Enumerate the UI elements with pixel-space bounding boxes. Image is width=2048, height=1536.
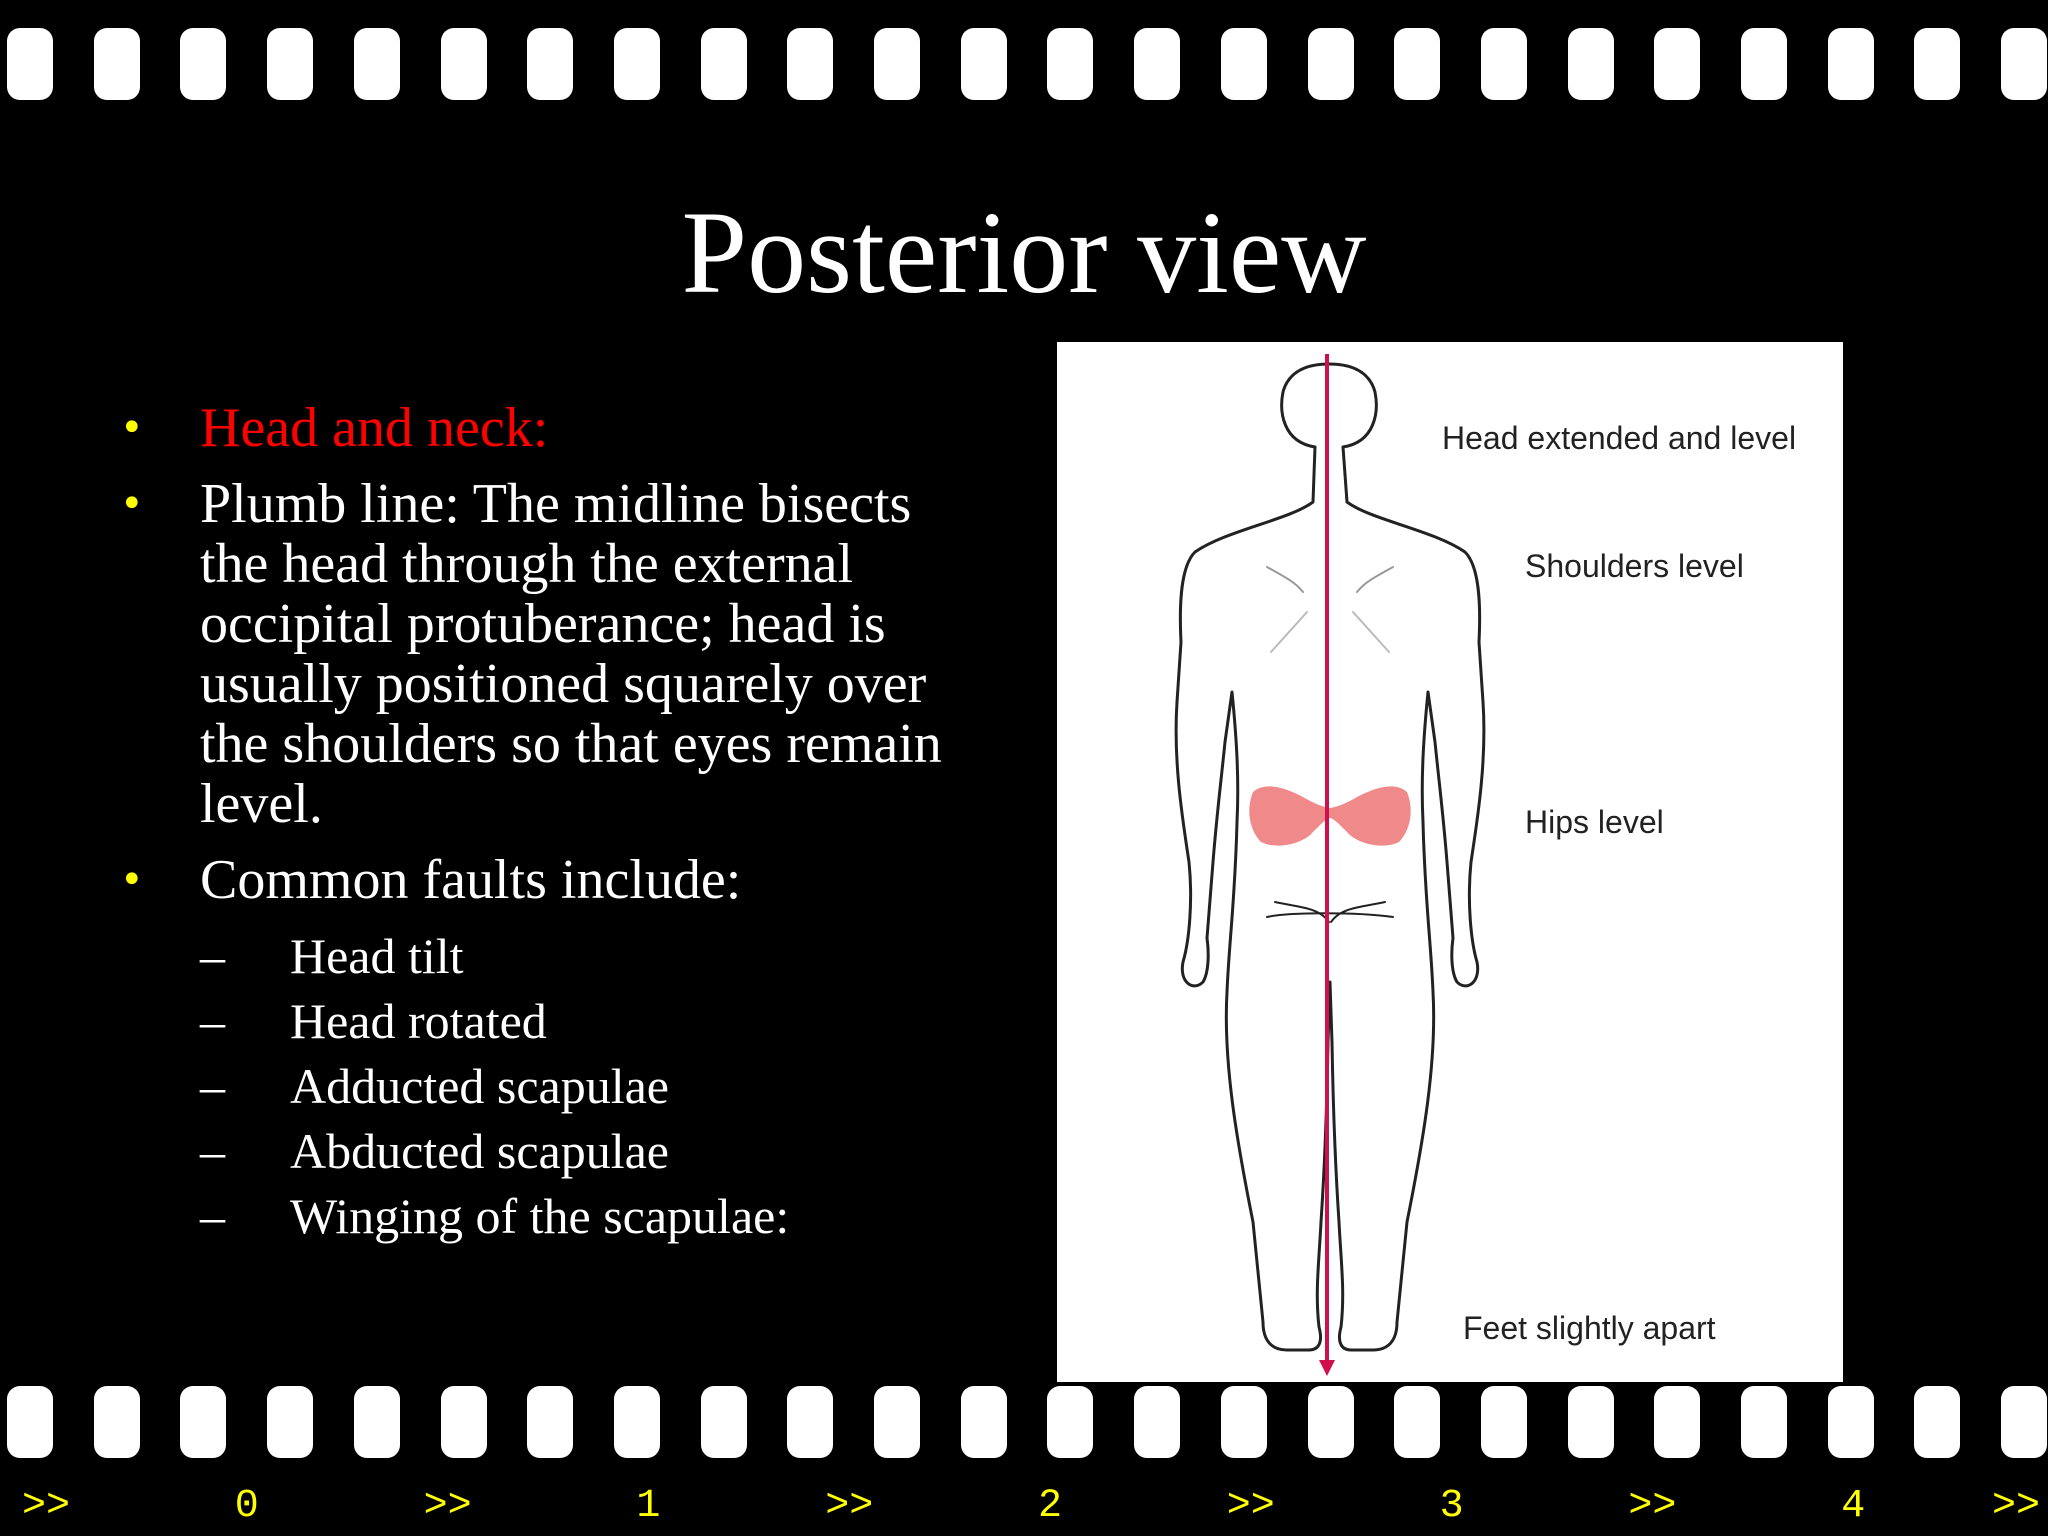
sprocket-hole	[1654, 28, 1700, 100]
sprocket-hole	[1308, 1386, 1354, 1458]
bullet-head-and-neck	[120, 398, 980, 458]
sprocket-hole	[1828, 1386, 1874, 1458]
footer-mark: >>	[1992, 1484, 2041, 1529]
sprocket-hole	[1568, 28, 1614, 100]
sprocket-hole	[354, 1386, 400, 1458]
body-outline-illustration	[1057, 342, 1843, 1382]
sprocket-hole	[1914, 1386, 1960, 1458]
bullet-dot: •	[120, 857, 144, 903]
hips-highlight	[1249, 786, 1410, 845]
sprocket-hole	[1134, 28, 1180, 100]
sprocket-hole	[1741, 28, 1787, 100]
sprocket-hole	[701, 28, 747, 100]
sprocket-hole	[701, 1386, 747, 1458]
sprocket-hole	[267, 28, 313, 100]
sprocket-hole	[614, 28, 660, 100]
sprocket-hole	[7, 1386, 53, 1458]
sprocket-hole	[7, 28, 53, 100]
label-shoulders: Shoulders level	[1525, 548, 1744, 584]
sprocket-hole	[874, 28, 920, 100]
fault-item: – Winging of the scapulae:	[200, 1184, 980, 1249]
posture-figure	[1057, 342, 1843, 1382]
fault-item: – Adducted scapulae	[200, 1054, 980, 1119]
sprocket-hole	[527, 1386, 573, 1458]
footer-mark: 2	[1038, 1484, 1063, 1529]
bullet-common-faults	[120, 850, 980, 1249]
sprocket-hole	[1481, 1386, 1527, 1458]
bullet-dot: •	[120, 481, 144, 527]
sprocket-hole	[1047, 28, 1093, 100]
sprocket-hole	[1654, 1386, 1700, 1458]
sprocket-hole	[1394, 1386, 1440, 1458]
film-strip-top	[0, 28, 2048, 100]
sprocket-hole	[441, 1386, 487, 1458]
sprocket-hole	[267, 1386, 313, 1458]
sprocket-hole	[1914, 28, 1960, 100]
fault-dash: –	[200, 1123, 225, 1179]
fault-dash: –	[200, 1188, 225, 1244]
sprocket-hole	[1568, 1386, 1614, 1458]
sprocket-hole	[180, 1386, 226, 1458]
sprocket-hole	[1741, 1386, 1787, 1458]
fault-dash: –	[200, 993, 225, 1049]
sprocket-hole	[1134, 1386, 1180, 1458]
sprocket-hole	[1828, 28, 1874, 100]
sprocket-hole	[1221, 1386, 1267, 1458]
bullet-dot: •	[120, 405, 144, 451]
bullet-text: Head and neck:	[200, 397, 549, 459]
film-footer	[0, 1484, 2048, 1530]
sprocket-hole	[961, 1386, 1007, 1458]
sprocket-hole	[787, 1386, 833, 1458]
sprocket-hole	[2001, 1386, 2047, 1458]
fault-dash: –	[200, 928, 225, 984]
label-hips: Hips level	[1525, 804, 1664, 840]
sprocket-hole	[1308, 28, 1354, 100]
sprocket-hole	[1047, 1386, 1093, 1458]
sprocket-hole	[180, 28, 226, 100]
sprocket-hole	[1394, 28, 1440, 100]
sprocket-hole	[354, 28, 400, 100]
bullet-list	[120, 398, 980, 1265]
faults-list	[200, 924, 980, 1249]
sprocket-hole	[614, 1386, 660, 1458]
sprocket-hole	[441, 28, 487, 100]
label-feet: Feet slightly apart	[1463, 1310, 1716, 1346]
body-outline	[1176, 364, 1484, 1350]
sprocket-hole	[787, 28, 833, 100]
footer-mark: 4	[1841, 1484, 1866, 1529]
sprocket-hole	[527, 28, 573, 100]
fault-item: – Head tilt	[200, 924, 980, 989]
sprocket-hole	[1221, 28, 1267, 100]
fault-item: – Head rotated	[200, 989, 980, 1054]
sprocket-hole	[94, 1386, 140, 1458]
fault-dash: –	[200, 1058, 225, 1114]
fault-item: – Abducted scapulae	[200, 1119, 980, 1184]
footer-mark: 3	[1439, 1484, 1464, 1529]
bullet-text: Plumb line: The midline bisects the head through the external occipital protuberance; head is usually positioned squarely over the shoulders so that eyes remain level.	[200, 473, 942, 835]
film-strip-bottom	[0, 1386, 2048, 1458]
footer-mark: >>	[22, 1484, 71, 1529]
footer-mark: >>	[1226, 1484, 1275, 1529]
sprocket-hole	[874, 1386, 920, 1458]
sprocket-hole	[2001, 28, 2047, 100]
sprocket-hole	[94, 28, 140, 100]
bullet-text: Common faults include:	[200, 849, 742, 911]
label-head: Head extended and level	[1442, 420, 1797, 456]
footer-mark: 0	[234, 1484, 259, 1529]
sprocket-hole	[1481, 28, 1527, 100]
footer-mark: 1	[636, 1484, 661, 1529]
sprocket-hole	[961, 28, 1007, 100]
footer-mark: >>	[825, 1484, 874, 1529]
footer-mark: >>	[423, 1484, 472, 1529]
slide-title: Posterior view	[681, 187, 1367, 318]
bullet-plumb-line	[120, 474, 980, 834]
footer-mark: >>	[1628, 1484, 1677, 1529]
